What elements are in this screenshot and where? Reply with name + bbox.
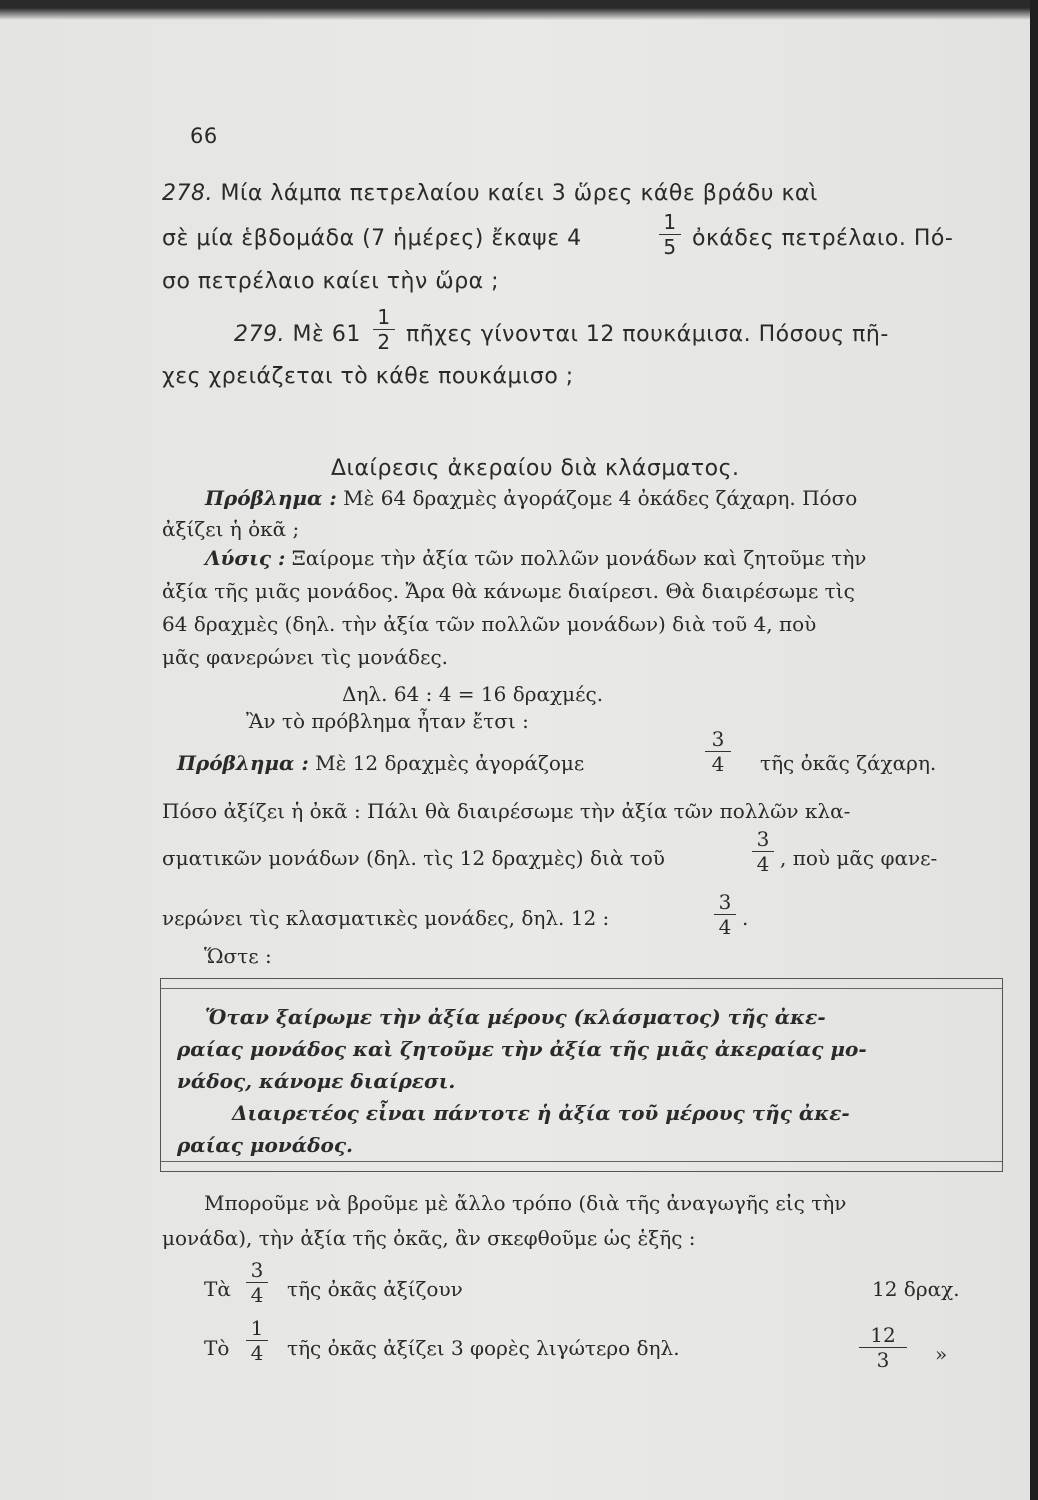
alt-row2-text: τῆς ὀκᾶς ἀξίζει 3 φορὲς λιγώτερο δηλ. [287, 1336, 680, 1360]
rule-line5: ραίας μονάδος. [177, 1133, 353, 1157]
fraction-denominator: 5 [663, 235, 677, 259]
solution-line4: μᾶς φανερώνει τὶς μονάδες. [162, 645, 449, 669]
solution-line3: 64 δραχμὲς (δηλ. τὴν ἀξία τῶν πολλῶν μονάδων) διὰ τοῦ 4, ποὺ [162, 612, 817, 636]
section-title: Διαίρεσις ἀκεραίου διὰ κλάσματος. [331, 456, 740, 481]
rule-box-bottom-line [161, 1161, 1002, 1162]
problem-279-number: 279. [234, 322, 285, 347]
solution-transition: Ἂν τὸ πρόβλημα ἦταν ἔτσι : [246, 709, 529, 733]
scan-top-edge [0, 0, 1038, 20]
solution-text1: Ξαίρομε τὴν ἀξία τῶν πολλῶν μονάδων καὶ ζητοῦμε τὴν [291, 546, 867, 570]
fraction-denominator: 4 [250, 1341, 264, 1365]
problem2-line3b: , ποὺ μᾶς φανε- [780, 846, 938, 870]
problem-279-line2: χες χρειάζεται τὸ κάθε πουκάμισο ; [162, 364, 574, 389]
alt-line1: Μποροῦμε νὰ βροῦμε μὲ ἄλλο τρόπο (διὰ τῆς ἀναγωγῆς εἰς τὴν [204, 1191, 847, 1215]
problem-278-text1: Μία λάμπα πετρελαίου καίει 3 ὥρες κάθε βράδυ καὶ [220, 181, 818, 206]
rule-line3: νάδος, κάνομε διαίρεσι. [177, 1069, 456, 1093]
solution-label: Λύσις : [205, 546, 286, 570]
scan-right-edge [1030, 0, 1038, 1500]
alt-row2-ditto: » [935, 1342, 948, 1366]
problem2-label: Πρόβλημα : [177, 751, 309, 775]
alt-row1-text: τῆς ὀκᾶς ἀξίζουν [287, 1277, 463, 1301]
fraction-3-4-c [714, 892, 736, 937]
problem2-line4a: νερώνει τὶς κλασματικὲς μονάδες, δηλ. 12 : [162, 906, 610, 930]
problem2-line2: Πόσο ἀξίζει ἡ ὀκᾶ : Πάλι θὰ διαιρέσωμε τὴν ἀξία τῶν πολλῶν κλα- [162, 799, 851, 823]
problem2-line1b: τῆς ὀκᾶς ζάχαρη. [760, 751, 937, 775]
fraction-3-4-b [752, 829, 774, 874]
page-number: 66 [190, 124, 218, 148]
rule-box-top-line [161, 988, 1002, 989]
fraction-denominator: 4 [711, 752, 725, 776]
problem-279-label [234, 322, 361, 347]
problem1-line1 [205, 486, 857, 510]
solution-line1 [205, 546, 866, 570]
solution-equation: Δηλ. 64 : 4 = 16 δραχμές. [342, 682, 604, 706]
problem1-text1: Μὲ 64 δραχμὲς ἀγοράζομε 4 ὀκάδες ζάχαρη. Πόσο [343, 486, 858, 510]
rule-line4: Διαιρετέος εἶναι πάντοτε ἡ ἀξία τοῦ μέρους τῆς ἀκε- [232, 1101, 850, 1125]
problem2-text1a: Μὲ 12 δραχμὲς ἀγοράζομε [315, 751, 585, 775]
problem-278-line3: σο πετρέλαιο καίει τὴν ὥρα ; [162, 269, 500, 294]
fraction-denominator: 2 [377, 330, 391, 354]
alt-line2: μονάδα), τὴν ἀξία τῆς ὀκᾶς, ἂν σκεφθοῦμε ὡς ἑξῆς : [162, 1226, 696, 1250]
problem1-line2: ἀξίζει ἡ ὀκᾶ ; [162, 517, 300, 541]
fraction-numerator: 12 [870, 1323, 896, 1347]
alt-row1-value: 12 δραχ. [872, 1277, 960, 1301]
alt-row1-fraction [246, 1260, 268, 1305]
fraction-denominator: 4 [756, 852, 770, 876]
rule-line2: ραίας μονάδος καὶ ζητοῦμε τὴν ἀξία τῆς μιᾶς ἀκεραίας μο- [177, 1037, 867, 1061]
rule-line1: Ὅταν ξαίρωμε τὴν ἀξία μέρους (κλάσματος) τῆς ἀκε- [205, 1005, 826, 1029]
problem-279-text1a: Μὲ 61 [292, 322, 361, 347]
problem2-line3a: σματικῶν μονάδων (δηλ. τὶς 12 δραχμὲς) διὰ τοῦ [162, 846, 665, 870]
problem-278-label: 278. [162, 181, 213, 206]
fraction-numerator: 3 [756, 827, 770, 851]
fraction-numerator: 1 [250, 1316, 264, 1340]
fraction-1-5 [659, 212, 681, 257]
fraction-3-4 [705, 729, 731, 774]
fraction-numerator: 3 [711, 727, 725, 751]
fraction-numerator: 3 [718, 890, 732, 914]
problem1-label: Πρόβλημα : [205, 486, 337, 510]
alt-row2-value-fraction [859, 1325, 907, 1370]
problem2-so: Ὥστε : [204, 944, 272, 968]
fraction-1-2 [373, 307, 395, 352]
fraction-numerator: 1 [663, 210, 677, 234]
fraction-denominator: 4 [250, 1283, 264, 1307]
alt-row1-pre: Τὰ [204, 1277, 231, 1301]
problem-278-line2a: σὲ μία ἑβδομάδα (7 ἡμέρες) ἔκαψε 4 [162, 226, 582, 251]
problem-278-line2b: ὀκάδες πετρέλαιο. Πό- [692, 226, 954, 251]
problem2-line1a [177, 751, 584, 775]
problem-278-line1 [162, 181, 818, 206]
fraction-numerator: 3 [250, 1258, 264, 1282]
fraction-denominator: 3 [876, 1348, 890, 1372]
fraction-numerator: 1 [377, 305, 391, 329]
problem2-line4b: . [742, 906, 749, 930]
fraction-denominator: 4 [718, 915, 732, 939]
alt-row2-pre: Τὸ [204, 1336, 230, 1360]
solution-line2: ἀξία τῆς μιᾶς μονάδος. Ἄρα θὰ κάνωμε διαίρεσι. Θὰ διαιρέσωμε τὶς [162, 579, 855, 603]
problem-279-line1b: πῆχες γίνονται 12 πουκάμισα. Πόσους πῆ- [406, 322, 889, 347]
alt-row2-fraction [246, 1318, 268, 1363]
